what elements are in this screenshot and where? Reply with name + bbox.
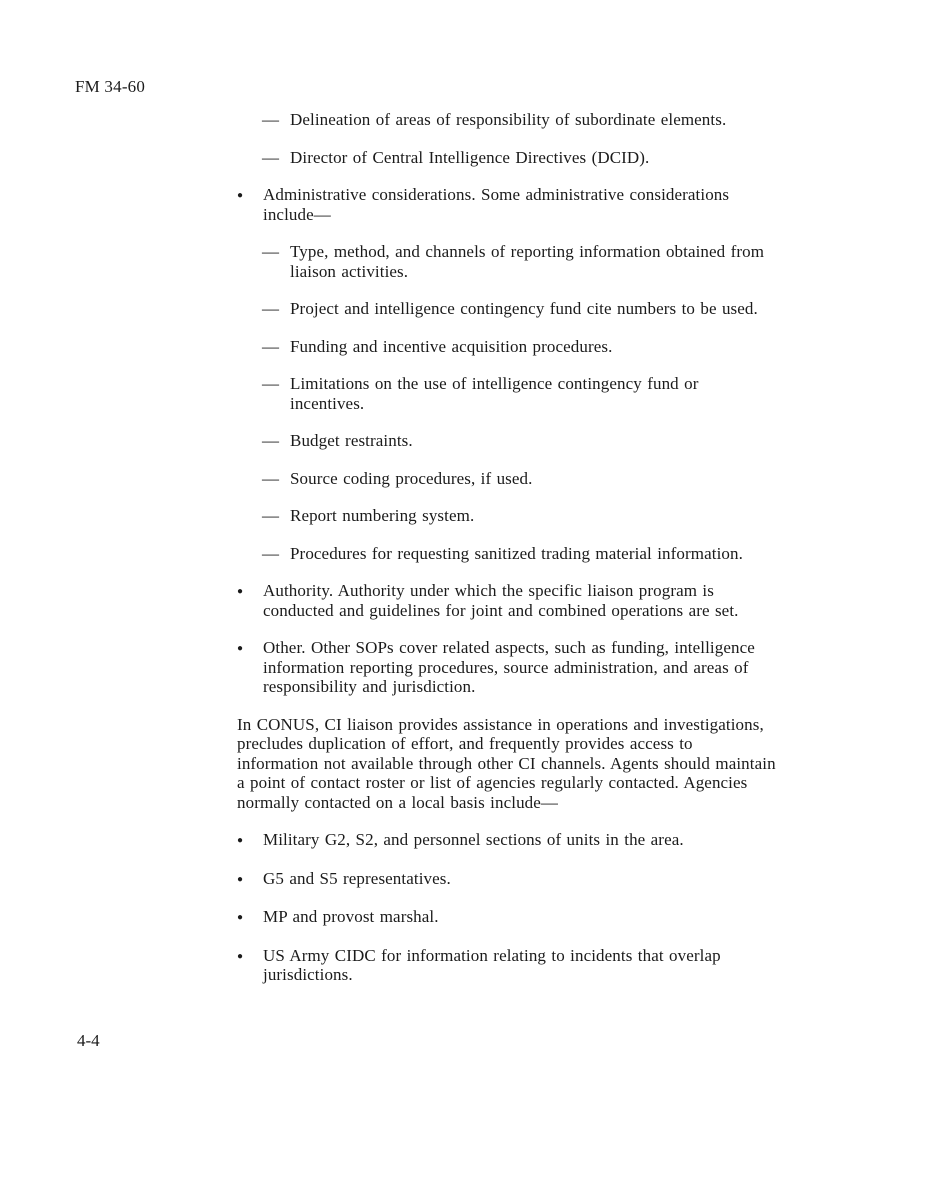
list-item-text: Budget restraints.	[290, 431, 413, 450]
list-item-text: Source coding procedures, if used.	[290, 468, 533, 488]
bullet-marker: ●	[237, 873, 244, 885]
bullet-marker: ●	[237, 190, 244, 201]
dash-marker: —	[262, 506, 279, 525]
list-item-text: Funding and incentive acquisition procedures.	[290, 336, 613, 356]
list-item-text: US Army CIDC for information relating to incidents that overlap jurisdictions.	[263, 945, 721, 984]
list-item	[237, 185, 777, 224]
list-item	[237, 869, 777, 890]
list-item-text: Other. Other SOPs cover related aspects, such as funding, intelligence information reporting procedures, source administration, and areas of responsibility and jurisdiction.	[263, 638, 755, 696]
bullet-marker: ●	[237, 586, 244, 597]
dash-marker: —	[262, 468, 279, 488]
dash-marker: —	[262, 242, 279, 261]
list-item-text: Report numbering system.	[290, 506, 475, 525]
document-content	[237, 110, 777, 1003]
bullet-marker: ●	[237, 950, 244, 962]
list-item	[237, 242, 777, 281]
list-item-text: Director of Central Intelligence Directives (DCID).	[290, 147, 650, 167]
dash-marker: —	[262, 374, 279, 393]
list-item	[237, 299, 777, 319]
list-item-text: G5 and S5 representatives.	[263, 868, 451, 888]
list-item	[237, 581, 777, 620]
bullet-marker: ●	[237, 643, 244, 654]
list-item	[237, 110, 777, 130]
dash-marker: —	[262, 299, 279, 318]
bullet-marker: ●	[237, 835, 244, 846]
list-item-text: Limitations on the use of intelligence contingency fund or incentives.	[290, 374, 699, 413]
list-item-text: Military G2, S2, and personnel sections of units in the area.	[263, 830, 684, 849]
bullet-marker: ●	[237, 912, 244, 923]
list-item-text: Delineation of areas of responsibility of subordinate elements.	[290, 110, 727, 129]
dash-marker: —	[262, 431, 279, 450]
list-item	[237, 946, 777, 985]
list-item	[237, 638, 777, 697]
body-paragraph	[237, 715, 777, 813]
list-item	[237, 148, 777, 168]
page-number: 4-4	[77, 1031, 100, 1050]
dash-marker: —	[262, 543, 279, 563]
list-item	[237, 374, 777, 413]
list-item	[237, 337, 777, 357]
list-item-text: Administrative considerations. Some administrative considerations include—	[263, 185, 730, 224]
list-item-text: Project and intelligence contingency fund cite numbers to be used.	[290, 299, 758, 318]
list-item	[237, 544, 777, 564]
list-item-text: Authority. Authority under which the specific liaison program is conducted and guidelines for joint and combined operations are set.	[263, 581, 739, 620]
list-item-text: MP and provost marshal.	[263, 907, 439, 926]
list-item	[237, 506, 777, 526]
list-item	[237, 830, 777, 851]
dash-marker: —	[262, 147, 279, 167]
page-header: FM 34-60	[75, 77, 146, 96]
list-item-text: Type, method, and channels of reporting information obtained from liaison activities.	[290, 242, 765, 281]
dash-marker: —	[262, 336, 279, 356]
list-item	[237, 907, 777, 928]
list-item	[237, 469, 777, 489]
list-item	[237, 431, 777, 451]
dash-marker: —	[262, 110, 279, 129]
paragraph-text: In CONUS, CI liaison provides assistance in operations and investigations, precludes duplication of effort, and frequently provides access to information not available through other CI channels. Agents should maintain a point of contact roster or list of agencies regularly contacted. Agencies normally contacted on a local basis include—	[237, 714, 776, 812]
list-item-text: Procedures for requesting sanitized trading material information.	[290, 543, 743, 563]
